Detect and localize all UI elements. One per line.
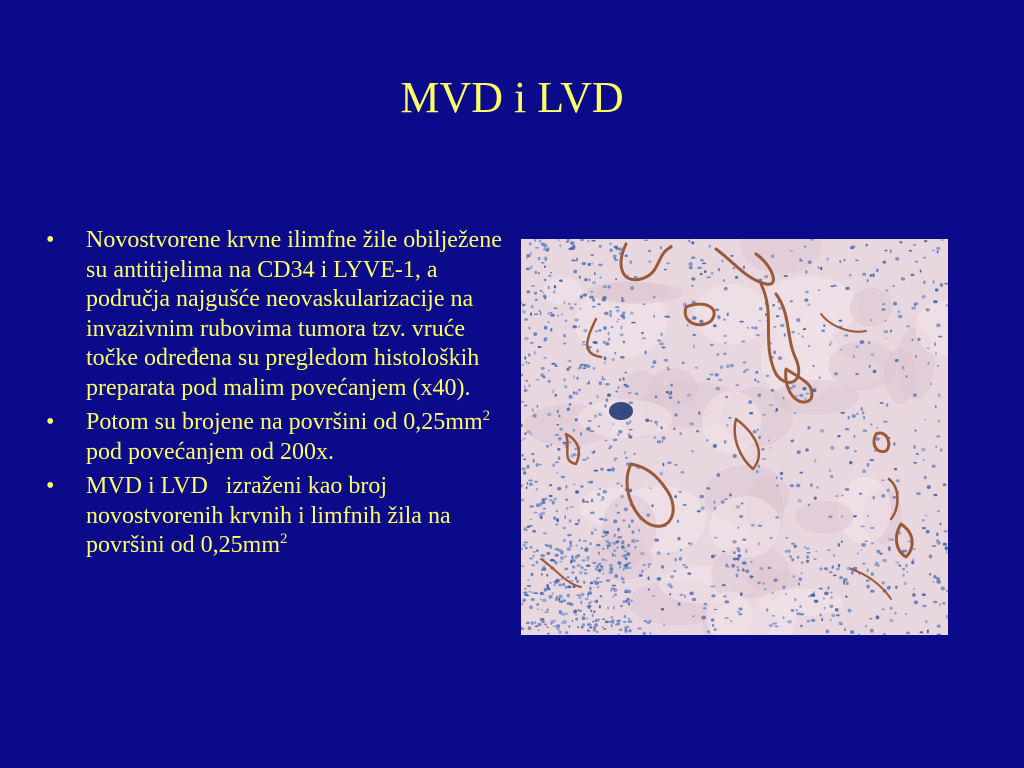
bullet-text: Potom su brojene na površini od 0,25mm bbox=[86, 409, 483, 435]
histology-micrograph-icon bbox=[521, 239, 948, 635]
bullet-item bbox=[44, 472, 506, 561]
bullet-text: MVD i LVD izraženi kao broj novostvorenih krvnih i limfnih žila na površini od 0,25mm bbox=[86, 473, 457, 558]
bullet-item bbox=[44, 226, 506, 403]
histology-micrograph-image bbox=[521, 239, 948, 635]
bullet-icon: • bbox=[46, 473, 55, 499]
superscript: 2 bbox=[482, 408, 491, 424]
bullet-icon: • bbox=[46, 409, 55, 435]
bullet-icon: • bbox=[46, 227, 55, 253]
slide-title: MVD i LVD bbox=[400, 73, 624, 122]
bullet-item bbox=[44, 408, 506, 467]
bullet-text: Novostvorene krvne ilimfne žile obilježene su antitijelima na CD34 i LYVE-1, a područja najgušće neovaskularizacije na invazivnim rubovima tumora tzv. vruće točke određena su pregledom histoloških preparata pod malim povećanjem (x40). bbox=[86, 227, 502, 401]
bullet-list bbox=[44, 226, 506, 566]
superscript: 2 bbox=[280, 531, 288, 547]
bullet-text-tail: pod povećanjem od 200x. bbox=[86, 438, 334, 465]
